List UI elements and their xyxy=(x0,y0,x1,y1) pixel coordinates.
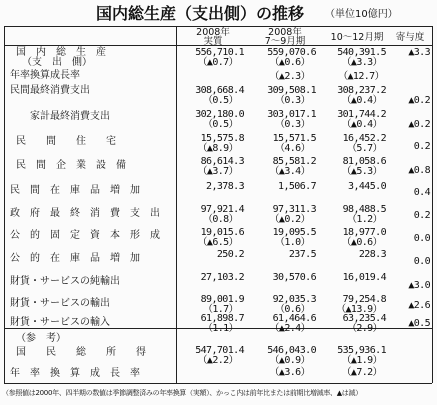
cell-gni-change-col1: （▲2.2） xyxy=(197,355,238,366)
cell-household-consumption-change-col3: （▲0.4） xyxy=(341,119,382,130)
cell-private-housing-change-col3: （5.7） xyxy=(346,143,382,154)
row-label-imports: 財貨・サービスの輸入 xyxy=(10,317,110,328)
cell-household-consumption-change-col2: （0.3） xyxy=(274,119,310,130)
cell-exports-contribution: ▲2.6 xyxy=(408,300,430,311)
row-label-gni: 国 民 総 所 得 xyxy=(16,347,146,358)
row-label-private-inventory: 民 間 在 庫 品 増 加 xyxy=(10,185,140,196)
cell-private-investment-change-col1: （▲3.7） xyxy=(197,166,238,177)
cell-private-investment-contribution: ▲0.8 xyxy=(408,165,430,176)
table-bottom-border xyxy=(4,383,432,384)
cell-government-consumption-change-col2: （▲0.2） xyxy=(269,214,310,225)
cell-private-inventory-contribution: 0.4 xyxy=(413,187,430,198)
cell-public-inventory-col2: 237.5 xyxy=(288,249,316,260)
cell-government-consumption-change-col3: （1.2） xyxy=(346,214,382,225)
row-label-gni-annualized-growth: 年 率 換 算 成 長 率 xyxy=(10,368,140,379)
cell-gni-annualized-col2: （▲3.6） xyxy=(269,367,310,378)
cell-government-consumption-col2: 97,311.3 xyxy=(272,204,316,215)
cell-imports-change-col1: （1.1） xyxy=(202,323,238,334)
cell-government-consumption-contribution: 0.2 xyxy=(413,210,430,221)
col2-header-sub: 7～9月期 xyxy=(264,36,306,47)
cell-government-consumption-change-col1: （0.8） xyxy=(202,214,238,225)
cell-gni-change-col2: （▲0.9） xyxy=(269,355,310,366)
cell-gdp-contribution: ▲3.3 xyxy=(408,47,430,58)
cell-imports-col3: 63,235.4 xyxy=(342,313,386,324)
cell-gdp-change-col3: （▲3.3） xyxy=(341,57,382,68)
cell-public-investment-col1: 19,015.6 xyxy=(200,227,244,238)
row-label-net-exports: 財貨・サービスの純輸出 xyxy=(10,276,120,287)
cell-imports-contribution: ▲0.5 xyxy=(408,318,430,329)
footnote: （参照値は2000年、四半期の数値は季節調整済みの年率換算（実額）、かっこ内は前年比または前期比増減率、▲は減） xyxy=(2,389,362,397)
cell-gdp-change-col2: （▲0.6） xyxy=(269,57,310,68)
cell-household-consumption-contribution: ▲0.2 xyxy=(408,119,430,130)
cell-gdp-col3: 540,391.5 xyxy=(337,47,386,58)
cell-private-housing-change-col1: （▲8.9） xyxy=(197,143,238,154)
table-right-border xyxy=(432,26,433,383)
cell-private-inventory-col1: 2,378.3 xyxy=(206,181,244,192)
col2-header-year: 2008年 xyxy=(268,27,302,38)
cell-private-housing-col2: 15,571.5 xyxy=(272,133,316,144)
cell-imports-change-col3: （2.9） xyxy=(346,323,382,334)
cell-private-inventory-col3: 3,445.0 xyxy=(348,181,386,192)
row-label-private-investment: 民 間 企 業 設 備 xyxy=(16,160,126,171)
cell-private-housing-col3: 16,452.2 xyxy=(342,133,386,144)
cell-private-investment-col3: 81,058.6 xyxy=(342,156,386,167)
cell-imports-col2: 61,464.6 xyxy=(272,313,316,324)
col4-header: 寄与度 xyxy=(395,32,425,43)
row-label-private-consumption: 民間最終消費支出 xyxy=(10,85,90,96)
col1-header-year: 2008年 xyxy=(196,27,230,38)
cell-private-investment-change-col2: （▲3.4） xyxy=(269,166,310,177)
cell-net-exports-col3: 16,019.4 xyxy=(342,272,386,283)
cell-household-consumption-col2: 303,017.1 xyxy=(267,109,316,120)
cell-gni-change-col3: （▲1.9） xyxy=(341,355,382,366)
unit-note: （単位10億円） xyxy=(325,9,398,20)
cell-private-consumption-col1: 308,668.4 xyxy=(195,85,244,96)
cell-government-consumption-col1: 97,921.4 xyxy=(200,204,244,215)
cell-exports-change-col3: （▲13.9） xyxy=(336,304,382,315)
cell-annualized-col3: （▲12.7） xyxy=(338,71,384,82)
cell-private-consumption-change-col2: （0.3） xyxy=(274,95,310,106)
cell-government-consumption-col3: 98,488.5 xyxy=(342,204,386,215)
cell-exports-col3: 79,254.8 xyxy=(342,294,386,305)
col1-header-sub: 実質 xyxy=(203,36,223,47)
row-label-government-consumption: 政 府 最 終 消 費 支 出 xyxy=(10,208,160,219)
cell-imports-col1: 61,898.7 xyxy=(200,313,244,324)
cell-household-consumption-col1: 302,180.0 xyxy=(195,109,244,120)
cell-gdp-change-col1: （▲0.7） xyxy=(197,57,238,68)
cell-private-consumption-contribution: ▲0.2 xyxy=(408,95,430,106)
cell-net-exports-col1: 27,103.2 xyxy=(200,272,244,283)
cell-gdp-col1: 556,710.1 xyxy=(195,47,244,58)
cell-public-investment-change-col1: （▲6.5） xyxy=(197,237,238,248)
cell-gni-col2: 546,043.0 xyxy=(267,345,316,356)
cell-private-housing-change-col2: （4.6） xyxy=(274,143,310,154)
cell-gni-col3: 535,936.1 xyxy=(337,345,386,356)
cell-exports-change-col2: （0.6） xyxy=(274,304,310,315)
cell-public-inventory-col1: 250.2 xyxy=(216,249,244,260)
row-label-private-housing: 民 間 住 宅 xyxy=(16,136,116,147)
row-label-public-investment: 公 的 固 定 資 本 形 成 xyxy=(10,230,160,241)
cell-exports-col2: 92,035.3 xyxy=(272,294,316,305)
label-column-divider xyxy=(176,26,177,383)
cell-public-investment-change-col2: （1.0） xyxy=(274,237,310,248)
cell-private-housing-col1: 15,575.8 xyxy=(200,133,244,144)
row-label-annualized-growth: 年率換算成長率 xyxy=(10,70,80,81)
cell-private-consumption-col2: 309,508.1 xyxy=(267,85,316,96)
cell-public-inventory-contribution: 0.0 xyxy=(413,256,430,267)
row-label-expenditure-side: （支 出 側） xyxy=(22,57,92,68)
cell-imports-change-col2: （▲2.4） xyxy=(269,323,310,334)
cell-public-investment-contribution: 0.0 xyxy=(413,233,430,244)
cell-household-consumption-change-col1: （0.5） xyxy=(202,119,238,130)
cell-gni-col1: 547,701.4 xyxy=(195,345,244,356)
row-label-gdp: 国 内 総 生 産 xyxy=(16,47,106,58)
cell-gni-annualized-col3: （▲7.2） xyxy=(341,367,382,378)
cell-private-inventory-col2: 1,506.7 xyxy=(278,181,316,192)
cell-private-housing-contribution: 0.2 xyxy=(413,141,430,152)
cell-private-investment-col1: 86,614.3 xyxy=(200,156,244,167)
cell-net-exports-contribution: ▲3.0 xyxy=(408,280,430,291)
cell-exports-change-col1: （1.7） xyxy=(202,304,238,315)
row-label-exports: 財貨・サービスの輸出 xyxy=(10,298,110,309)
cell-public-investment-col2: 19,095.5 xyxy=(272,227,316,238)
cell-private-investment-change-col3: （▲5.3） xyxy=(341,166,382,177)
cell-private-investment-col2: 85,581.2 xyxy=(272,156,316,167)
row-label-household-consumption: 家計最終消費支出 xyxy=(30,111,110,122)
reference-section-label: （参 考） xyxy=(16,333,66,344)
cell-private-consumption-col3: 308,237.2 xyxy=(337,85,386,96)
cell-public-investment-change-col3: （▲0.6） xyxy=(341,237,382,248)
cell-public-investment-col3: 18,977.0 xyxy=(342,227,386,238)
cell-gdp-col2: 559,070.6 xyxy=(267,47,316,58)
page-title: 国内総生産（支出側）の推移 xyxy=(96,4,305,23)
cell-annualized-col2: （▲2.3） xyxy=(269,71,310,82)
row-label-public-inventory: 公 的 在 庫 品 増 加 xyxy=(10,253,140,264)
cell-private-consumption-change-col3: （▲0.4） xyxy=(341,95,382,106)
cell-private-consumption-change-col1: （0.5） xyxy=(202,95,238,106)
col3-header: 10～12月期 xyxy=(330,32,384,43)
cell-public-inventory-col3: 228.3 xyxy=(358,249,386,260)
cell-exports-col1: 89,001.9 xyxy=(200,294,244,305)
cell-household-consumption-col3: 301,744.2 xyxy=(337,109,386,120)
table-left-border xyxy=(4,26,5,383)
cell-net-exports-col2: 30,570.6 xyxy=(272,272,316,283)
